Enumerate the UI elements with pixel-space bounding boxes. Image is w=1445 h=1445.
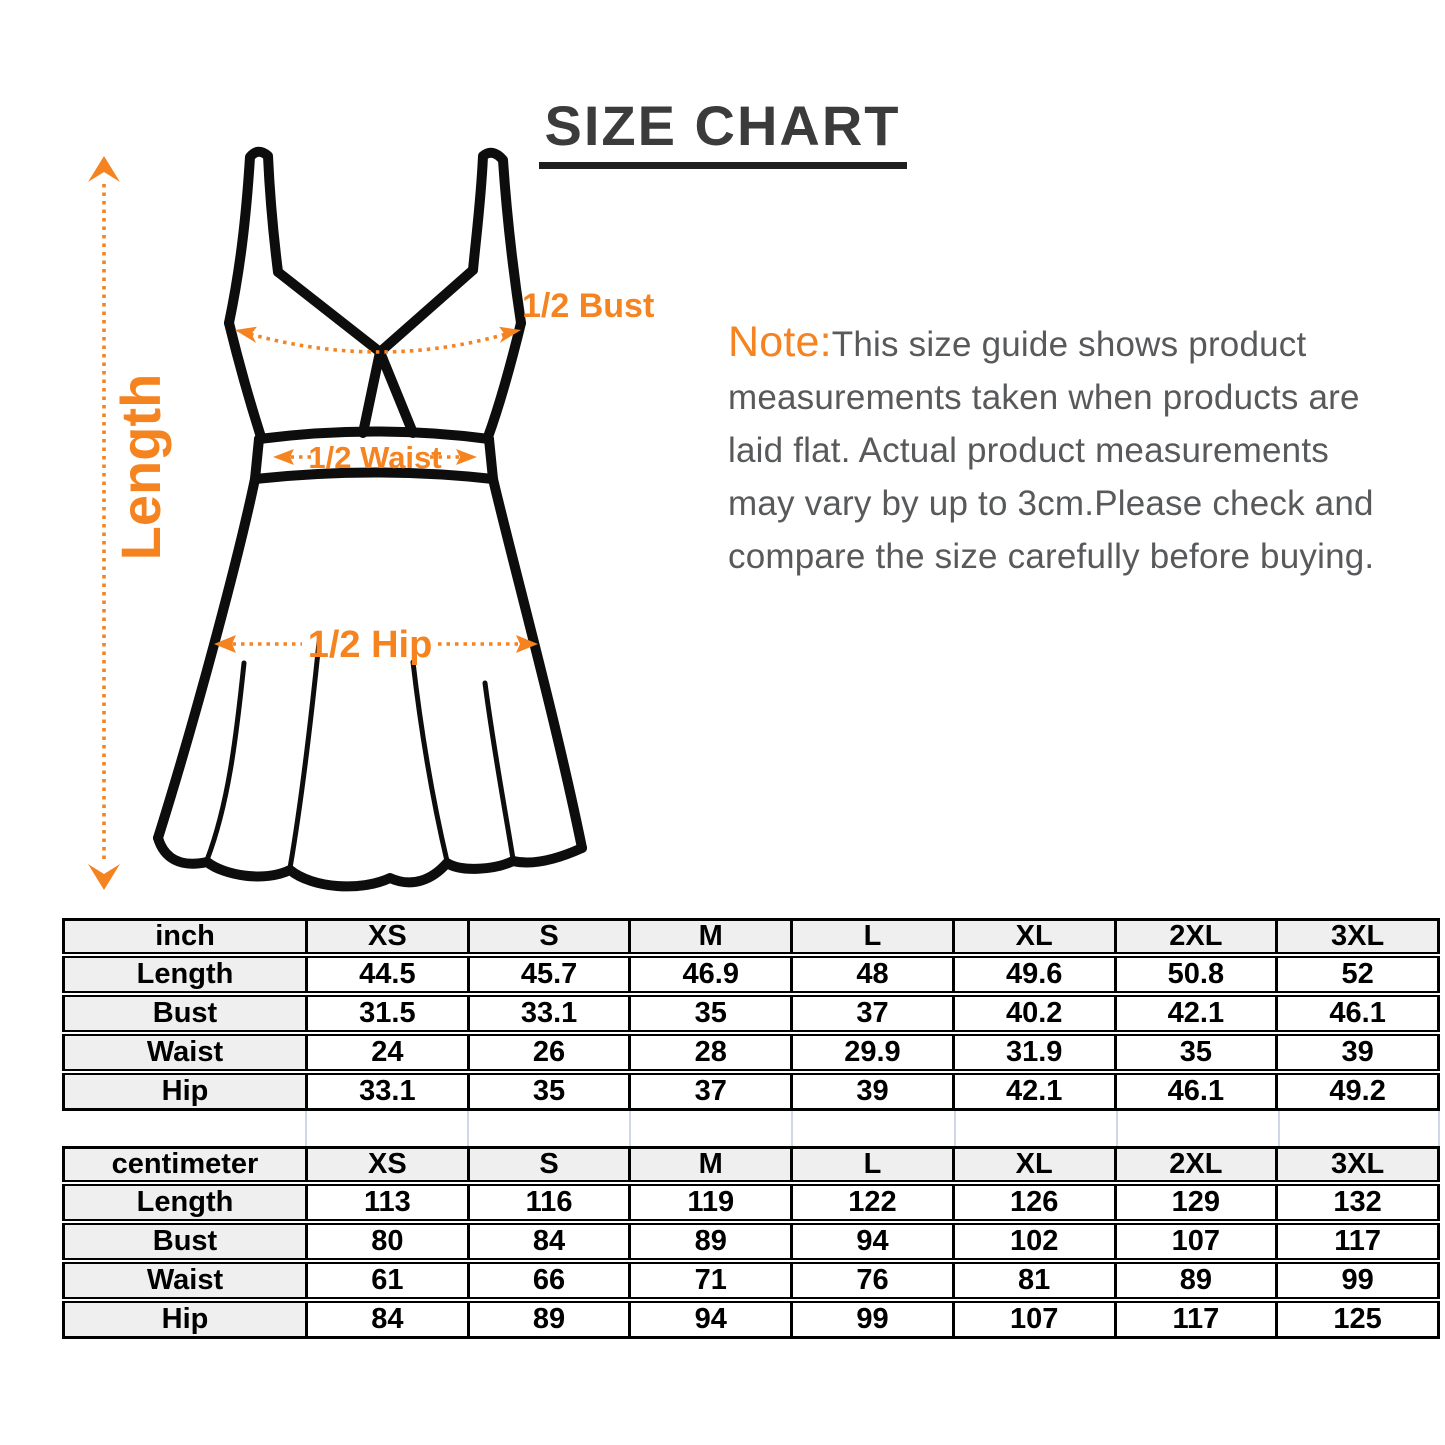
measurement-value: 35 <box>630 994 792 1033</box>
measurement-value: 44.5 <box>307 955 469 994</box>
measurement-value: 94 <box>792 1222 954 1261</box>
measurement-value: 50.8 <box>1115 955 1277 994</box>
measurement-value: 80 <box>307 1222 469 1261</box>
measurement-value: 81 <box>953 1261 1115 1300</box>
note-text-line-4: may vary by up to 3cm.Please check and <box>728 484 1374 523</box>
grid-line <box>1116 1111 1118 1146</box>
row-label: Bust <box>64 994 307 1033</box>
table-row <box>64 1222 1439 1261</box>
measurement-value: 46.1 <box>1115 1072 1277 1110</box>
measurement-value: 107 <box>1115 1222 1277 1261</box>
note-line <box>728 318 1408 371</box>
grid-line <box>954 1111 956 1146</box>
measurement-value: 119 <box>630 1183 792 1222</box>
measurement-value: 113 <box>307 1183 469 1222</box>
measurement-value: 94 <box>630 1300 792 1338</box>
measurement-value: 33.1 <box>307 1072 469 1110</box>
measurement-value: 99 <box>792 1300 954 1338</box>
size-column-header: 2XL <box>1115 1148 1277 1184</box>
measurement-value: 52 <box>1277 955 1439 994</box>
measurement-value: 39 <box>1277 1033 1439 1072</box>
measurement-value: 26 <box>468 1033 630 1072</box>
dress-diagram <box>60 140 680 920</box>
measurement-value: 102 <box>953 1222 1115 1261</box>
row-label: Length <box>64 1183 307 1222</box>
measurement-value: 132 <box>1277 1183 1439 1222</box>
table-header-row <box>64 1148 1439 1184</box>
length-arrowhead-up <box>88 156 120 182</box>
grid-line <box>467 1111 469 1146</box>
note-text-line-3: laid flat. Actual product measurements <box>728 431 1329 470</box>
size-tables <box>62 918 1440 1339</box>
measurement-value: 48 <box>792 955 954 994</box>
measurement-value: 35 <box>468 1072 630 1110</box>
measurement-value: 99 <box>1277 1261 1439 1300</box>
row-label: Waist <box>64 1261 307 1300</box>
size-column-header: M <box>630 920 792 956</box>
size-column-header: XL <box>953 920 1115 956</box>
size-column-header: L <box>792 1148 954 1184</box>
grid-line <box>1278 1111 1280 1146</box>
note-text-line-1: This size guide shows product <box>831 325 1307 364</box>
measurement-value: 117 <box>1277 1222 1439 1261</box>
size-table-centimeter <box>62 1146 1440 1339</box>
waist-arrowhead-right <box>456 449 477 465</box>
measurement-value: 84 <box>468 1222 630 1261</box>
measurement-value: 37 <box>792 994 954 1033</box>
measurement-value: 29.9 <box>792 1033 954 1072</box>
note-label: Note: <box>728 318 832 366</box>
size-column-header: XL <box>953 1148 1115 1184</box>
measurement-value: 117 <box>1115 1300 1277 1338</box>
row-label: Hip <box>64 1072 307 1110</box>
size-column-header: L <box>792 920 954 956</box>
page-title: SIZE CHART <box>539 98 907 169</box>
table-row <box>64 1072 1439 1110</box>
note-text-line-5: compare the size carefully before buying. <box>728 537 1375 576</box>
measurement-value: 42.1 <box>1115 994 1277 1033</box>
measurement-value: 66 <box>468 1261 630 1300</box>
table-row <box>64 955 1439 994</box>
hip-label: 1/2 Hip <box>307 624 433 666</box>
measurement-value: 89 <box>1115 1261 1277 1300</box>
size-table-inch <box>62 918 1440 1111</box>
measurement-value: 31.5 <box>307 994 469 1033</box>
table-row <box>64 994 1439 1033</box>
measurement-value: 35 <box>1115 1033 1277 1072</box>
measurement-value: 61 <box>307 1261 469 1300</box>
measurement-value: 46.9 <box>630 955 792 994</box>
measurement-value: 42.1 <box>953 1072 1115 1110</box>
row-label: Waist <box>64 1033 307 1072</box>
table-row <box>64 1261 1439 1300</box>
size-column-header: M <box>630 1148 792 1184</box>
grid-line <box>1438 1111 1440 1146</box>
measurement-value: 71 <box>630 1261 792 1300</box>
unit-header: centimeter <box>64 1148 307 1184</box>
grid-line <box>629 1111 631 1146</box>
measurement-value: 49.2 <box>1277 1072 1439 1110</box>
table-header-row <box>64 920 1439 956</box>
note-paragraph <box>728 318 1408 583</box>
skirt-pleats <box>207 642 513 868</box>
measurement-value: 107 <box>953 1300 1115 1338</box>
measurement-value: 31.9 <box>953 1033 1115 1072</box>
measurement-value: 116 <box>468 1183 630 1222</box>
size-column-header: S <box>468 1148 630 1184</box>
measurement-value: 125 <box>1277 1300 1439 1338</box>
measurement-value: 28 <box>630 1033 792 1072</box>
measurement-value: 89 <box>468 1300 630 1338</box>
size-column-header: XS <box>307 920 469 956</box>
size-column-header: 3XL <box>1277 920 1439 956</box>
size-column-header: 2XL <box>1115 920 1277 956</box>
measurement-value: 89 <box>630 1222 792 1261</box>
size-column-header: 3XL <box>1277 1148 1439 1184</box>
table-row <box>64 1033 1439 1072</box>
row-label: Hip <box>64 1300 307 1338</box>
size-column-header: S <box>468 920 630 956</box>
table-row <box>64 1300 1439 1338</box>
length-label: Length <box>109 373 172 561</box>
size-column-header: XS <box>307 1148 469 1184</box>
measurement-value: 37 <box>630 1072 792 1110</box>
unit-header: inch <box>64 920 307 956</box>
measurement-value: 39 <box>792 1072 954 1110</box>
row-label: Length <box>64 955 307 994</box>
grid-line <box>305 1111 307 1146</box>
dress-outline <box>158 152 582 887</box>
table-gap <box>62 1111 1440 1146</box>
measurement-value: 33.1 <box>468 994 630 1033</box>
measurement-value: 40.2 <box>953 994 1115 1033</box>
measurement-value: 24 <box>307 1033 469 1072</box>
measurement-value: 49.6 <box>953 955 1115 994</box>
bust-label: 1/2 Bust <box>522 287 655 325</box>
note-text-line-2: measurements taken when products are <box>728 378 1360 417</box>
measurement-value: 76 <box>792 1261 954 1300</box>
table-row <box>64 1183 1439 1222</box>
measurement-value: 122 <box>792 1183 954 1222</box>
measurement-value: 45.7 <box>468 955 630 994</box>
waist-label: 1/2 Waist <box>308 440 442 475</box>
row-label: Bust <box>64 1222 307 1261</box>
grid-line <box>791 1111 793 1146</box>
measurement-value: 84 <box>307 1300 469 1338</box>
length-arrowhead-down <box>88 864 120 890</box>
measurement-value: 129 <box>1115 1183 1277 1222</box>
measurement-value: 46.1 <box>1277 994 1439 1033</box>
measurement-value: 126 <box>953 1183 1115 1222</box>
